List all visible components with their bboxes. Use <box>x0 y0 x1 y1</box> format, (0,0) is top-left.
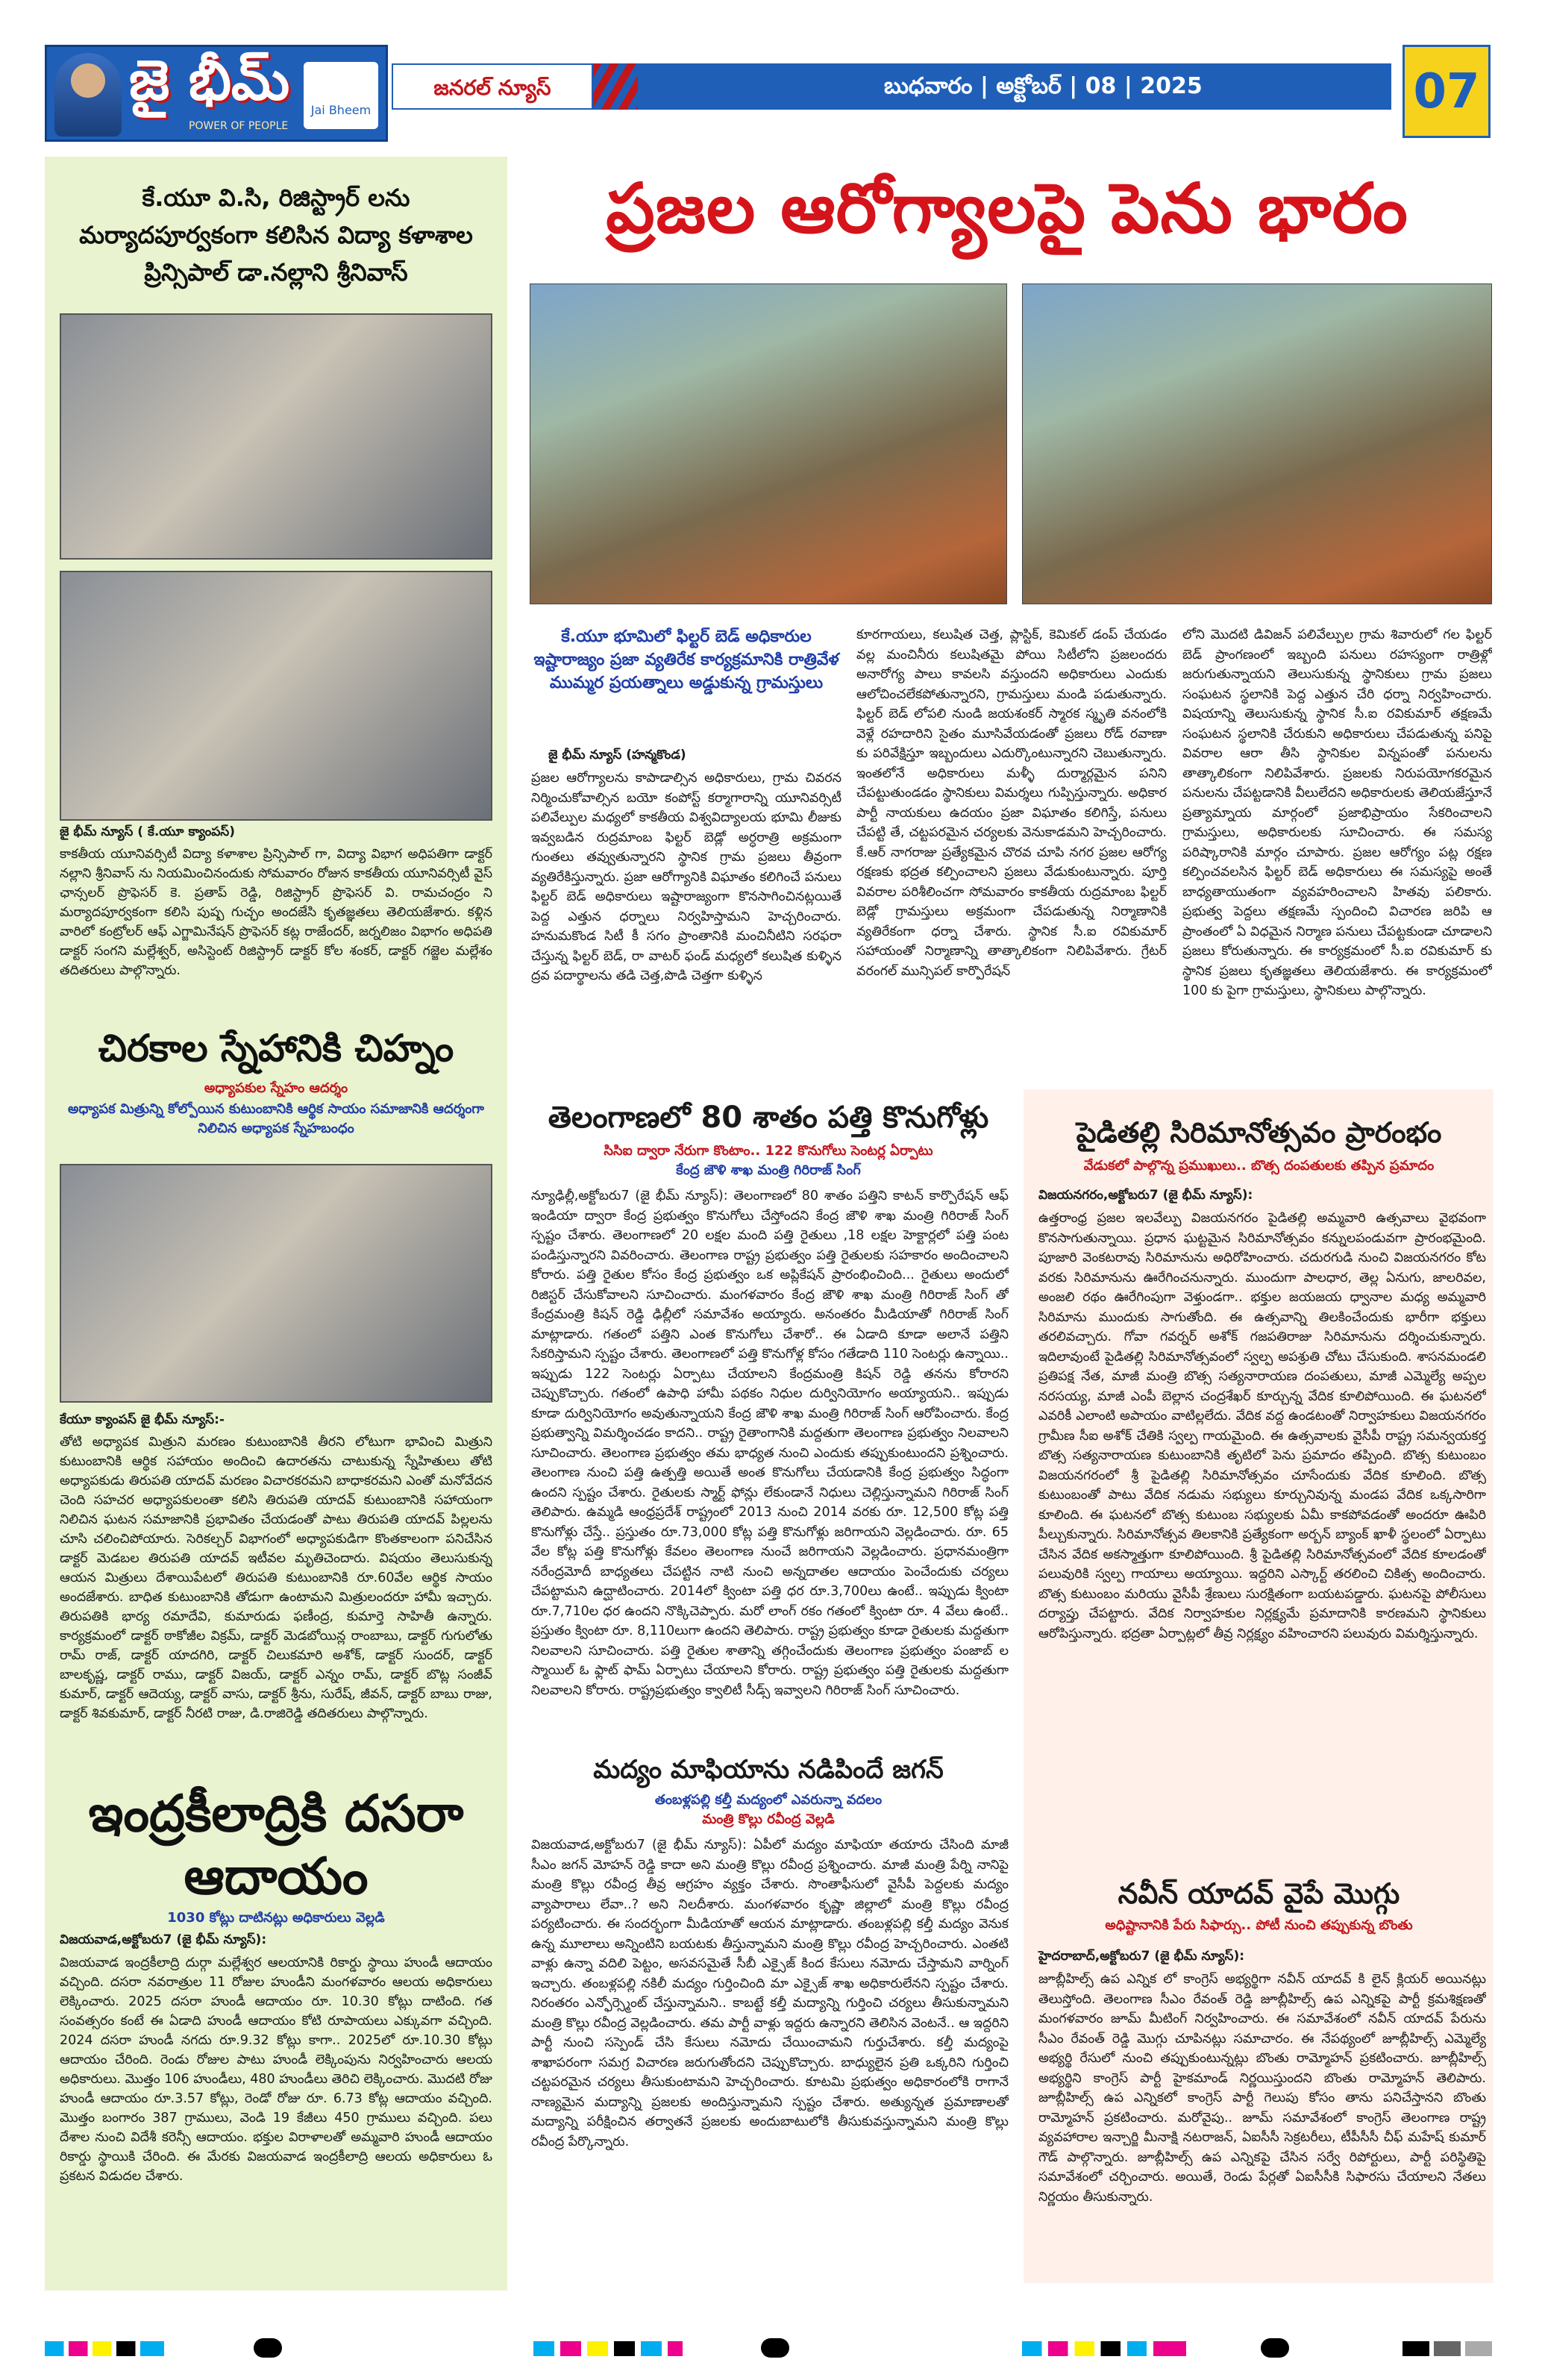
liquor-body: విజయవాడ,అక్టోబరు7 (జై భీమ్ న్యూస్): ఏపీలో మద్యం మాఫియా తయారు చేసింది మాజీ సీఎం జగన్ మోహన్ రెడ్డి కాదా అని మంత్రి కొల్లు రవీంద్ర ప్రశ్నించారు. మాజీ మంత్రి పేర్ని నానిపై మంత్రి కొల్లు రవీంద్ర తీవ్ర ఆగ్రహం వ్యక్తం చేశారు. సొంతాఫీసులో వైసీపీ పెద్దలకు మద్యం వ్యాపారాలు లేవా..? అని నిలదీశారు. మంగళవారం కృష్ణా జిల్లాలో మంత్రి కొల్లు రవీంద్ర పర్యటించారు. ఈ సందర్భంగా మీడియాతో ఆయన మాట్లాడారు. తంబళ్లపల్లి కల్తీ మద్యం వెనుక ఉన్న మూలాలు అన్నింటిని బయటకు తీస్తున్నామని మంత్రి కొల్లు రవీంద్ర హెచ్చరించారు. ఎంతటి వాళ్లు ఉన్నా వదిలి పెట్టం, అసవసమైతే సీబీ ఎక్సైజ్ కింద కేసులు నమోదు చేస్తామని వార్నింగ్ ఇచ్చారు. తంబళ్లపల్లి నకిలీ మద్యం గుర్తించింది మా ఎక్సైజ్ శాఖ అధికారులేనని స్పష్టం చేశారు. నిరంతరం ఎన్ఫోర్స్మెంట్ చేస్తున్నామని.. కాబట్టే కల్తీ మద్యాన్ని గుర్తించి చర్యలు తీసుకున్నామని మంత్రి కొల్లు రవీంద్ర వెల్లడించారు. తమ పార్టీ వాళ్లు ఇద్దరు ఉన్నారని తెలిసిన వెంటనే.. ఆ ఇద్దరిని పార్టీ నుంచి సస్పెండ్ చేసి కేసులు నమోదు చేయించామని గుర్తుచేశారు. కల్తీ మద్యంపై శాఖాపరంగా సమగ్ర విచారణ జరుగుతోందని చెప్పుకొచ్చారు. బాధ్యులైన ప్రతి ఒక్కరిని గుర్తించి చట్టపరమైన చర్యలు తీసుకుంటామని హెచ్చరించారు. కూటమి ప్రభుత్వం అధికారంలోకి రాగానే నాణ్యమైన మద్యాన్ని ప్రజలకు అందిస్తున్నామని స్పష్టం చేశారు. అత్యున్నత ప్రమాణాలతో మద్యాన్ని పరీక్షించిన తర్వాతనే ప్రజలకు అందుబాటులోకి తీసుకువస్తున్నామని మంత్రి కొల్లు రవీంద్ర పేర్కొన్నారు. <box>531 1838 1009 2149</box>
festival-body: ఉత్తరాంధ్ర ప్రజల ఇలవేల్పు విజయనగరం పైడితల్లి అమ్మవారి ఉత్సవాలు వైభవంగా కొనసాగుతున్నాయి. ప్రధాన ఘట్టమైన సిరిమానోత్సవం కన్నులపండువగా ప్రారంభమైంది. పూజారి వెంకటరావు సిరిమానును అధిరోహించారు. చదురగుడి నుంచి విజయనగరం కోట వరకు సిరిమానును ఊరేగించనున్నారు. ముందుగా పాలధార, తెల్ల ఏనుగు, జాలరివల, అంజలి రథం ఊరేగింపుగా వెళ్తుండగా.. భక్తుల జయజయ ధ్వానాల మధ్య అమ్మవారి సిరిమాను ముందుకు సాగుతోంది. ఈ ఉత్సవాన్ని తిలకించేందుకు భారీగా భక్తులు తరలివచ్చారు. గోవా గవర్నర్ అశోక్ గజపతిరాజు సిరిమానును దర్శించుకున్నారు. ఇదిలావుంటే పైడితల్లి సిరిమానోత్సవంలో స్వల్ప అపశ్రుతి చోటు చేసుకుంది. శాసనమండలి ప్రతిపక్ష నేత, మాజీ మంత్రి బొత్స సత్యనారాయణ దంపతులు, మాజీ ఎమ్మెల్యే అప్పల నరసయ్య, మాజీ ఎంపీ బెల్లాన చంద్రశేఖర్ కూర్చున్న వేదిక కూలిపోయింది. ఈ ఘటనలో ఎవరికీ ఎలాంటి అపాయం వాటిల్లలేదు. వేదిక వద్ద ఉండటంతో నిర్వాహకులు విజయనగరం గ్రామీణ సీఐ అశోక్ చేతికి స్వల్ప గాయమైంది. ఈ ఉత్సవాలకు వైసీపీ రాష్ట్ర సమన్వయకర్త బొత్స సత్యనారాయణ కుటుంబానికి తృటిలో పెను ప్రమాదం తప్పింది. బొత్స కుటుంబం విజయనగరంలో శ్రీ పైడితల్లి సిరిమానోత్సవం చూసేందుకు వేదిక కూలింది. బొత్స కుటుంబంతో పాటు వేదిక నడుమ సభ్యులు కూర్చునివున్న మండప వేదిక ఒక్కసారిగా కూలింది. ఈ ఘటనలో బొత్స కుటుంబ సభ్యులకు ఏమీ కాకపోవడంతో అందరూ ఊపిరి పీల్చుకున్నారు. సిరిమానోత్సవ తిలకానికి ప్రత్యేకంగా అర్బన్ బ్యాంక్ ఖాళీ స్థలంలో ఏర్పాటు చేసిన వేదిక అకస్మాత్తుగా కూలిపోయింది. శ్రీ పైడితల్లి సిరిమానోత్సవంలో వేదిక కూలడంతో పలువురికి స్వల్ప గాయాలు అయ్యాయి. ఇద్దరిని ఎస్కార్ట్ తరలించి చికిత్స అందించారు. బొత్స కుటుంబం మరియు వైసీపీ శ్రేణులు సురక్షితంగా బయటపడ్డారు. ఘటనపై పోలీసులు దర్యాప్తు చేపట్టారు. వేదిక నిర్వాహకుల నిర్లక్ష్యమే ప్రమాదానికి కారణమని స్థానికులు ఆరోపిస్తున్నారు. భద్రతా ఏర్పాట్లలో తీవ్ర నిర్లక్ష్యం వహించారని పలువురు విమర్శిస్తున్నారు. <box>1038 1211 1486 1641</box>
color-bar-1 <box>45 2341 164 2356</box>
jubilee-byline: హైదరాబాద్,అక్టోబరు7 (జై భీమ్ న్యూస్): <box>1038 1949 1245 1964</box>
lead-highlight: కే.యూ భూమిలో ఫిల్టర్ బెడ్ అధికారుల ఇష్టారాజ్యం ప్రజా వ్యతిరేక కార్యక్రమానికి రాత్రివేళ ముమ్మర ప్రయత్నాలు అడ్డుకున్న గ్రామస్తులు <box>533 627 839 692</box>
jubilee-body: జూబ్లీహిల్స్ ఉప ఎన్నిక లో కాంగ్రెస్ అభ్యర్థిగా నవీన్ యాదవ్ కి లైన్ క్లియర్ అయినట్లు తెలుస్తోంది. తెలంగాణ సీఎం రేవంత్ రెడ్డి జూబ్లీహిల్స్ ఉప ఎన్నికపై పార్టీ క్రమశిక్షణతో మంగళవారం జూమ్ మీటింగ్ నిర్వహించారు. ఈ సమావేశంలో నవీన్ యాదవ్ పేరును సీఎం రేవంత్ రెడ్డి మొగ్గు చూపినట్లు సమాచారం. ఈ నేపథ్యంలో జూబ్లీహిల్స్ ఎమ్మెల్యే అభ్యర్థి రేసులో నుంచి తప్పుకుంటున్నట్లు బొంతు రామ్మోహన్ ప్రకటించారు. జూబ్లీహిల్స్ అభ్యర్థిని కాంగ్రెస్ పార్టీ హైకమాండ్ నిర్ణయిస్తుందని బొంతు రామ్మోహన్ తెలిపారు. జూబ్లీహిల్స్ ఉప ఎన్నికలో కాంగ్రెస్ పార్టీ గెలుపు కోసం తాను పనిచేస్తానని బొంతు రామ్మోహన్ ప్రకటించారు. మరోవైపు.. జూమ్ సమావేశంలో కాంగ్రెస్ తెలంగాణ రాష్ట్ర వ్యవహారాల ఇన్చార్జి మీనాక్షి నటరాజన్, ఏఐసీసీ సెక్రటరీలు, టీపీసీసీ చీఫ్ మహేష్ కుమార్ గౌడ్ పాల్గొన్నారు. జూబ్లీహిల్స్ ఉప ఎన్నికపై చేసిన సర్వే రిపోర్టులు, పార్టీ పరిస్థితిపై సమావేశంలో చర్చించారు. అయితే, రెండు పేర్లతో ఏఐసీసీకి సిఫారసు చేయాలని నేతలు నిర్ణయం తీసుకున్నారు. <box>1038 1972 1486 2205</box>
brand-badge: Jai Bheem <box>304 62 378 129</box>
registration-mark-3 <box>1261 2338 1289 2358</box>
story1-photo-2 <box>60 571 492 821</box>
lead-col-1: ప్రజల ఆరోగ్యాలను కాపాడాల్సిన అధికారులు, గ్రామ చివరన నిర్మించుకోవాల్సిన బయో కంపోస్ట్ కర్మాగారాన్ని యూనివర్సిటీ పలివేల్పుల మధ్యలో కాకతీయ విశ్వవిద్యాలయ భూమి లీజుకు ఇవ్వబడిన రుద్రమాంబ ఫిల్టర్ బెడ్లో అర్ధరాత్రి అక్రమంగా గుంతలు తవ్వుతున్నారని స్థానిక గ్రామ ప్రజలు తీవ్రంగా వ్యతిరేకిస్తున్నారు. ప్రజా ఆరోగ్యానికి విఘాతం కలిగించే పనులు ఫిల్టర్ బెడ్ అధికారులు ఇష్టారాజ్యంగా కొనసాగించినట్లయితే పెద్ద ఎత్తున ధర్నాలు నిర్వహిస్తామని హెచ్చరించారు. హనుమకొండ సిటీ కీ సగం ప్రాంతానికి మంచినీటిని సరఫరా చేస్తున్న ఫిల్టర్ బెడ్, రా వాటర్ ఫండ్ మధ్యలో కలుషిత కుళ్ళిన ద్రవ పదార్థాలను తడి చెత్త,పొడి చెత్తగా కుళ్ళిన <box>531 771 841 983</box>
lead-photo-1 <box>530 284 1007 604</box>
story1-photo-1 <box>60 313 492 560</box>
registration-mark-1 <box>254 2338 282 2358</box>
story1-body: కాకతీయ యూనివర్సిటీ విద్యా కళాశాల ప్రిన్సిపాల్ గా, విద్యా విభాగ అధిపతిగా డాక్టర్ నల్లాని శ్రీనివాస్ ను నియమించినందుకు సోమవారం రోజున కాకతీయ యూనివర్సిటీ వైస్ ఛాన్సలర్ ప్రొఫెసర్ కె. ప్రతాప్ రెడ్డి, రిజిస్ట్రార్ ప్రొఫెసర్ వి. రామచంద్రం ని మర్యాదపూర్వకంగా కలిసి పుష్ప గుచ్ఛం అందజేసి కృతజ్ఞతలు తెలియజేశారు. కళ్లిన వారిలో కంట్రోలర్ ఆఫ్ ఎగ్జామినేషన్ ప్రొఫెసర్ కట్ల రాజేందర్, జర్నలిజం విభాగం అధిపతి డాక్టర్ సంగని మల్లేశ్వర్, అసిస్టెంట్ రిజిస్ట్రార్ డాక్టర్ కోల శంకర్, డాక్టర్ గజ్జెల మల్లేశం తదితరులు పాల్గొన్నారు. <box>60 847 492 978</box>
liquor-title: మద్యం మాఫియాను నడిపిందే జగన్ <box>593 1755 944 1785</box>
story2-photo <box>60 1164 492 1403</box>
section-label: జనరల్ న్యూస్ <box>392 63 593 110</box>
color-bar-2 <box>533 2341 683 2356</box>
jubilee-sub: అధిష్టానానికి పేరు సిఫార్సు.. పోటీ నుంచి తప్పుకున్న బొంతు <box>1105 1917 1413 1933</box>
story2-sub1: అధ్యాపకుల స్నేహం ఆదర్శం <box>204 1080 348 1096</box>
story2-byline: కేయూ క్యాంపస్ జై భీమ్ న్యూస్:- <box>60 1412 225 1427</box>
top-bar <box>392 63 1391 110</box>
logo-title: జై భీమ్ <box>129 48 290 113</box>
liquor-sub2: మంత్రి కొల్లు రవీంద్ర వెల్లడి <box>702 1811 835 1827</box>
decorative-stripe <box>593 63 638 110</box>
lead-col-2: కూరగాయలు, కలుషిత చెత్త, ప్లాస్టిక్, కెమికల్ డంప్ చేయడం వల్ల మంచినీరు కలుషితమై పోయి సిటీలోని ప్రజలందరు అనారోగ్య పాలు కావలసి వస్తుందని అధికారులు ఎందుకు ఆలోచించలేకపోతున్నారని, గ్రామస్తులు మండి పడుతున్నారు. ఫిల్టర్ బెడ్ లోపలి నుండి జయశంకర్ స్మారక స్మృతి వనంలోకి వెళ్లే రహదారిని సైతం మూసివేయడంతో ప్రజలు రోడ్ రవాణా కు పరివేక్షిస్తూ ఇబ్బందులు ఎదుర్కొంటున్నారని చెబుతున్నారు. ఇంతలోనే అధికారులు మళ్ళీ దుర్మార్గమైన పనిని చేపట్టుతుండడం స్థానికులు విమర్శలు గుప్పిస్తున్నారు. అధికార పార్టీ నాయకులు ఉదయం ప్రజా విఘాతం కలిగిస్తే, పనులు చేపట్టి తే, చట్టపరమైన చర్యలకు వెనుకాడమని హెచ్చరించారు. కే.ఆర్ నాగరాజు ప్రత్యేకమైన చొరవ చూపి నగర ప్రజల ఆరోగ్య రక్షణకు భద్రత కల్పించాలని ప్రజలు వేడుకుంటున్నారు. పూర్తి వివరాల పరిశీలించగా సోమవారం కాకతీయ రుద్రమాంబ ఫిల్టర్ బెడ్లో గ్రామస్తులు అక్రమంగా చేపడుతున్న నిర్మాణానికి వ్యతిరేకంగా ధర్నా చేశారు. స్థానిక సీ.ఐ రవికుమార్ సహాయంతో నిర్మాణాన్ని తాత్కాలికంగా నిలిపివేశారు. గ్రేటర్ వరంగల్ మున్సిపల్ కార్పొరేషన్ <box>856 627 1167 979</box>
festival-title: పైడితల్లి సిరిమానోత్సవం ప్రారంభం <box>1076 1116 1442 1149</box>
liquor-sub1: తంబళ్లపల్లి కల్తీ మద్యంలో ఎవరున్నా వదలం <box>654 1792 883 1808</box>
portrait-image <box>54 53 122 137</box>
masthead-logo <box>45 45 388 142</box>
story3-title: ఇంద్రకీలాద్రికి దసరా ఆదాయం <box>88 1785 464 1906</box>
registration-mark-2 <box>761 2338 789 2358</box>
story2-body: తోటి అధ్యాపక మిత్రుని మరణం కుటుంబానికి తీరని లోటుగా భావించి మిత్రుని కుటుంబానికి ఆర్థిక సహాయం అందించి ఉదారతను చాటుకున్న స్నేహితులు తోటి అధ్యాపకుడు తిరుపతి యాదవ్ మరణం విచారకరమని బాధాకరమని ఎంతో మనోవేదన చెంది సహచర అధ్యాపకులంతా కలిసి తిరుపతి యాదవ్ కుటుంబానికి సహాయంగా నిలిచిన ఘటన సమాజానికి ప్రభావితం చేయడంతో పాటు తిరుపతి యాదవ్ పిల్లలను చూసి చలించిపోయారు. సెరికల్చర్ విభాగంలో అధ్యాపకుడిగా కొంతకాలంగా పనిచేసిన డాక్టర్ మెడబల తిరుపతి యాదవ్ ఇటీవల మృతిచెందారు. విషయం తెలుసుకున్న ఆయన మిత్రులు దేశాయిపేటలో తిరుపతి కుటుంబానికి రూ.60వేల ఆర్థిక సాయం అందజేశారు. బాధిత కుటుంబానికి తోడుగా ఉంటామని మిత్రులందరూ హామీ ఇచ్చారు. తిరుపతికి భార్య రమాదేవి, కుమారుడు ఫణీంద్ర, కుమార్తె సాహితీ ఉన్నారు. కార్యక్రమంలో డాక్టర్ ఠాకోజీల విక్రమ్, డాక్టర్ మెడబోయిన్ల రాంబాబు, డాక్టర్ గుగులోతు రామ్ రాజ్, డాక్టర్ యాదగిరి, డాక్టర్ చిలుకమారి అశోక్, డాక్టర్ సుందర్, డాక్టర్ బాలకృష్ణ, డాక్టర్ రాము, డాక్టర్ విజయ్, డాక్టర్ ఎన్నం రామ్, డాక్టర్ బొట్ల సంజీవ్ కుమార్, డాక్టర్ ఆదెయ్య, డాక్టర్ వాసు, డాక్టర్ శ్రీను, సురేష్, జీవన్, డాక్టర్ బాబు రాజు, డాక్టర్ శివకుమార్, డాక్టర్ నీరటి రాజు, డి.రాజిరెడ్డి తదితరులు పాల్గొన్నారు. <box>60 1435 492 1721</box>
story3-sub: 1030 కోట్లు దాటినట్లు అధికారులు వెల్లడి <box>167 1910 385 1926</box>
story1-title: కే.యూ వి.సి, రిజిస్ట్రార్ లను మర్యాదపూర్వకంగా కలిసిన విద్యా కళాశాల ప్రిన్సిపాల్ డా.నల్లాని శ్రీనివాస్ <box>79 184 473 286</box>
main-headline: ప్రజల ఆరోగ్యాలపై పెను భారం <box>606 169 1408 248</box>
page-number: 07 <box>1402 45 1491 138</box>
story2-title: చిరకాల స్నేహానికి చిహ్నం <box>98 1027 454 1070</box>
cotton-title: తెలంగాణలో 80 శాతం పత్తి కొనుగోళ్లు <box>548 1100 989 1135</box>
cotton-sub2: కేంద్ర జౌళి శాఖ మంత్రి గిరిరాజ్ సింగ్ <box>676 1162 861 1178</box>
cotton-body: న్యూఢిల్లీ,అక్టోబరు7 (జై భీమ్ న్యూస్): తెలంగాణలో 80 శాతం పత్తిని కాటన్ కార్పొరేషన్ ఆఫ్ ఇండియా ద్వారా కేంద్ర ప్రభుత్వం కొనుగోలు చేస్తోందని కేంద్ర జౌళి శాఖ మంత్రి గిరిరాజ్ సింగ్ స్పష్టం చేశారు. తెలంగాణలో 20 లక్షల మంది పత్తి రైతులు ,18 లక్షల హెక్టార్లలో పత్తి పంట పండిస్తున్నారని వివరించారు. తెలంగాణ రాష్ట్ర ప్రభుత్వం పత్తి రైతులకు సహకారం అందించాలని కోరారు. పత్తి రైతుల కోసం కేంద్ర ప్రభుత్వం ఒక అప్లికేషన్ ప్రారంభించింది... రైతులు అందులో రిజిస్టర్ చేసుకోవాలని సూచించారు. మంగళవారం కేంద్ర జౌళి శాఖ మంత్రి గిరిరాజ్ సింగ్ తో కేంద్రమంత్రి కిషన్ రెడ్డి ఢిల్లీలో సమావేశం అయ్యారు. అనంతరం మీడియాతో గిరిరాజ్ సింగ్ మాట్లాడారు. గతంలో పత్తిని ఎంత కొనుగోలు చేశారో.. ఈ ఏడాది కూడా అలానే పత్తిని సేకరిస్తామని స్పష్టం చేశారు. తెలంగాణలో పత్తి కొనుగోళ్ల కోసం గతేడాది 110 సెంటర్లు ఉన్నాయి.. ఇప్పుడు 122 సెంటర్లు ఏర్పాటు చేయాలని కేంద్రమంత్రి కిషన్ రెడ్డి తనను కోరారని చెప్పుకొచ్చారు. గతంలో ఉపాధి హామీ పథకం నిధుల దుర్వినియోగం అయ్యాయని.. ఇప్పుడు కూడా దుర్వినియోగం అవుతున్నాయని కేంద్ర జౌళి శాఖ మంత్రి గిరిరాజ్ సింగ్ ఆరోపించారు. కేంద్ర ప్రభుత్వాన్ని విమర్శించడం కాదని.. రాష్ట్ర రైతాంగానికి మద్దతుగా తెలంగాణ ప్రభుత్వం నిలవాలని సూచించారు. తెలంగాణ ప్రభుత్వం తమ భాధ్యత నుంచి ఎందుకు తప్పుకుంటుందని ప్రశ్నించారు. తెలంగాణ నుంచి పత్తి ఉత్పత్తి అయితే అంత కొనుగోలు చేయడానికి కేంద్ర ప్రభుత్వం సిద్ధంగా ఉందని స్పష్టం చేశారు. రైతులకు స్మార్ట్ ఫోన్లు లేకుండానే నిధులు చెల్లిస్తున్నామని గిరిరాజ్ సింగ్ తెలిపారు. ఉమ్మడి ఆంధ్రప్రదేశ్ రాష్ట్రంలో 2013 నుంచి 2014 వరకు రూ. 12,500 కోట్ల పత్తి కొనుగోళ్లు చేస్తే.. ప్రస్తుతం రూ.73,000 కోట్ల పత్తి కొనుగోళ్లు జరిగాయని వెల్లడించారు. రూ. 65 వేల కోట్ల పత్తి కొనుగోళ్లు కేవలం తెలంగాణ నుంచే జరిగాయని వెల్లడించారు. ప్రధానమంత్రిగా నరేంద్రమోదీ బాధ్యతలు చేపట్టిన నాటి నుంచి అన్నదాతల ఆదాయం పెంచేందుకు చర్యలు చేపట్టామని ఉద్ఘాటించారు. 2014లో క్వింటా పత్తి ధర రూ.3,700లు ఉంటే.. ఇప్పుడు క్వింటా రూ.7,710ల ధర ఉందని నొక్కిచెప్పారు. మరో లాంగ్ రకం గతంలో క్వింటా రూ. 4 వేలు ఉంటే.. ప్రస్తుతం క్వింటా రూ. 8,110లుగా ఉందని తెలిపారు. రాష్ట్ర ప్రభుత్వం కూడా రైతులకు మద్దతుగా నిలవాలని సూచించారు. పత్తి రైతుల శాతాన్ని తగ్గించేందుకు తెలంగాణ ప్రభుత్వం పంజాబ్ ల స్మాయిల్ ఓ ఫ్లాట్ ఫామ్ ఏర్పాటు చేయాలని కోరారు. రాష్ట్ర ప్రభుత్వం పత్తి రైతులకు మద్దతుగా నిలవాలని కోరారు. రాష్ట్రప్రభుత్వం క్వాలిటీ సీడ్స్ ఇవ్వాలని గిరిరాజ్ సింగ్ సూచించారు. <box>531 1189 1009 1698</box>
logo-tagline: POWER OF PEOPLE <box>189 120 289 132</box>
festival-sub: వేడుకలో పాల్గొన్న ప్రముఖులు.. బొత్స దంపతులకు తప్పిన ప్రమాదం <box>1083 1158 1435 1174</box>
festival-byline: విజయనగరం,అక్టోబరు7 (జై భీమ్ న్యూస్): <box>1038 1188 1253 1203</box>
color-bar-3 <box>1022 2341 1186 2356</box>
story2-sub2: అధ్యాపక మిత్రున్ని కోల్పోయిన కుటుంబానికి ఆర్థిక సాయం సమాజానికి ఆదర్శంగా నిలిచిన అధ్యాపక స్నేహబంధం <box>68 1101 484 1136</box>
story1-byline: జై భీమ్ న్యూస్ ( కే.యూ క్యాంపస్) <box>60 824 236 839</box>
lead-col-3: లోని మొదటి డివిజన్ పలివేల్పుల గ్రామ శివారులో గల ఫిల్టర్ బెడ్ ప్రాంగణంలో ఇబ్బంది పనులు రహస్యంగా రాత్రిళ్లో జరుగుతున్నాయని తెలుసుకున్న స్థానికులు గ్రామ ప్రజలు సంఘటన స్థలానికి పెద్ద ఎత్తున చేరి ధర్నా నిర్వహించారు. విషయాన్ని తెలుసుకున్న స్థానిక సీ.ఐ రవికుమార్ తక్షణమే సంఘటన స్థలానికి చేరుకుని అధికారులు చేపడుతున్న పనిపై వివరాల ఆరా తీసి స్థానికుల విన్నపంతో పనులను తాత్కాలికంగా నిలిపివేశారు. ప్రజలకు నిరుపయోగకరమైన పనులను చేపట్టడానికి వీలులేదని అధికారులకు తెలియజేస్తూనే ప్రత్యామ్నాయ మార్గంలో ప్రజాభిప్రాయం సేకరించాలని గ్రామస్తులు, అధికారులకు సూచించారు. ఈ సమస్య పరిష్కారానికి మార్గం చూపారు. ప్రజల ఆరోగ్యం పట్ల రక్షణ కల్పించవలసిన ఫిల్టర్ బెడ్ అధికారులు ఈ సమస్యపై అంతే బాధ్యతాయుతంగా వ్యవహరించాలని హితవు పలికారు. ప్రభుత్వ పెద్దలు తక్షణమే స్పందించి విచారణ జరిపి ఆ ప్రాంతంలో ఏ విధమైన నిర్మాణ పనులు చేపట్టకుండా చూడాలని ప్రజలు కోరుతున్నారు. ఈ కార్యక్రమంలో సీ.ఐ రవికుమార్ కు స్థానిక ప్రజలు కృతజ్ఞతలు తెలియజేశారు. ఈ కార్యక్రమంలో 100 కు పైగా గ్రామస్తులు, స్థానికులు పాల్గొన్నారు. <box>1182 627 1492 998</box>
issue-date: బుధవారం | అక్టోబర్ | 08 | 2025 <box>884 73 1203 99</box>
story3-body: విజయవాడ ఇంద్రకీలాద్రి దుర్గా మల్లేశ్వర ఆలయానికి రికార్డు స్థాయి హుండీ ఆదాయం వచ్చింది. దసరా నవరాత్రుల 11 రోజుల హుండీని మంగళవారం ఆలయ అధికారులు లెక్కించారు. 2025 దసరా హుండీ ఆదాయం రూ. 10.30 కోట్లు దాటింది. గత సంవత్సరం కంటే ఈ ఏడాది హుండీ ఆదాయం కోటి రూపాయలు ఎక్కువగా వచ్చింది. 2024 దసరా హుండీ నగదు రూ.9.32 కోట్లు కాగా.. 2025లో రూ.10.30 కోట్లు ఆదాయం చేరింది. రెండు రోజుల పాటు హుండీ లెక్కింపును నిర్వహించారు ఆలయ అధికారులు. మొత్తం 106 హుండీలు, 480 హుండీలు తెరిచి లెక్కించారు. మొదటి రోజు హుండీ ఆదాయం రూ.3.57 కోట్లు, రెండో రోజు రూ. 6.73 కోట్ల ఆదాయం వచ్చింది. మొత్తం బంగారం 387 గ్రాములు, వెండి 19 కేజీలు 450 గ్రాములు వచ్చింది. పలు దేశాల నుంచి విదేశీ కరెన్సీ ఆదాయం. భక్తుల విరాళాలతో అమ్మవారి హుండీ ఆదాయం రికార్డు స్థాయికి చేరింది. ఈ మేరకు విజయవాడ ఇంద్రకీలాద్రి ఆలయ అధికారులు ఓ ప్రకటన విడుదల చేశారు. <box>60 1955 492 2184</box>
color-bar-4 <box>1402 2341 1492 2356</box>
lead-photo-2 <box>1022 284 1492 604</box>
lead-byline: జై భీమ్ న్యూస్ (హన్మకొండ) <box>548 748 686 762</box>
story3-byline: విజయవాడ,అక్టోబరు7 (జై భీమ్ న్యూస్): <box>60 1932 267 1947</box>
jubilee-title: నవీన్ యాదవ్ వైపే మొగ్గు <box>1118 1877 1400 1910</box>
cotton-sub1: సిసిఐ ద్వారా నేరుగా కొంటాం.. 122 కొనుగోలు సెంటర్ల ఏర్పాటు <box>604 1143 933 1159</box>
